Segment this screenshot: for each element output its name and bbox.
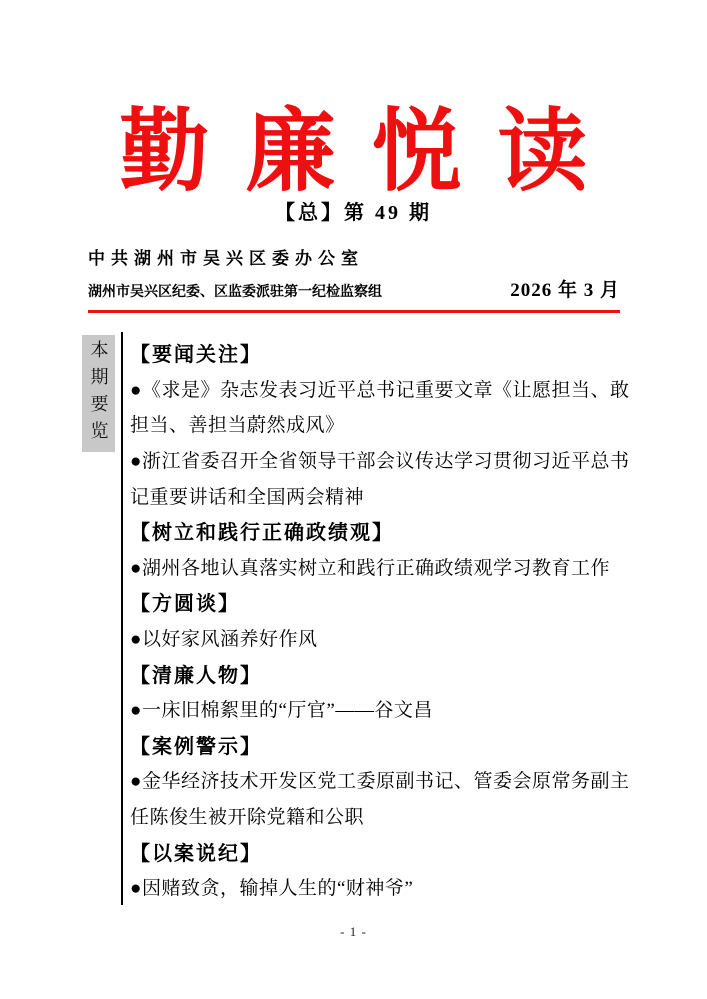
toc-heading: 【要闻关注】 bbox=[130, 344, 262, 367]
toc-continuation: 担当、善担当蔚然成风》 bbox=[130, 415, 345, 437]
toc-sidebar-label: 本期要览 bbox=[88, 339, 109, 448]
masthead-title: 勤廉悦读 bbox=[119, 103, 624, 202]
toc-item: ●湖州各地认真落实树立和践行正确政绩观学习教育工作 bbox=[130, 557, 610, 579]
issue-number: 【总】第 49 期 bbox=[275, 202, 432, 224]
toc-item: ●浙江省委召开全省领导干部会议传达学习贯彻习近平总书 bbox=[130, 451, 630, 473]
toc-heading: 【以案说纪】 bbox=[130, 842, 262, 865]
toc-item: ●一床旧棉絮里的“厅官”——谷文昌 bbox=[130, 700, 433, 722]
toc-item: ●以好家风涵养好作风 bbox=[130, 629, 318, 651]
toc-heading: 【清廉人物】 bbox=[130, 664, 262, 687]
toc-continuation: 记重要讲话和全国两会精神 bbox=[130, 486, 365, 508]
toc-heading: 【方圆谈】 bbox=[130, 593, 240, 616]
toc-item: ●因赌致贪，输掉人生的“财神爷” bbox=[130, 878, 414, 900]
toc-continuation: 任陈俊生被开除党籍和公职 bbox=[130, 807, 365, 829]
issue-date: 2026 年 3 月 bbox=[510, 280, 620, 301]
toc-heading: 【案例警示】 bbox=[130, 735, 262, 758]
toc-heading: 【树立和践行正确政绩观】 bbox=[130, 522, 394, 545]
page-number: - 1 - bbox=[340, 924, 367, 939]
toc-list bbox=[130, 335, 630, 905]
publisher-row2 bbox=[88, 275, 620, 302]
publisher-header bbox=[88, 244, 620, 313]
toc-item: ●金华经济技术开发区党工委原副书记、管委会原常务副主 bbox=[130, 771, 630, 793]
publisher-org-line2: 湖州市吴兴区纪委、区监委派驻第一纪检监察组 bbox=[88, 283, 382, 299]
toc-sidebar-box bbox=[82, 335, 115, 452]
toc-item: ●《求是》杂志发表习近平总书记重要文章《让愿担当、敢 bbox=[130, 379, 630, 401]
publisher-org-line1: 中共湖州市吴兴区委办公室 bbox=[88, 249, 364, 268]
toc-divider-line bbox=[121, 332, 123, 905]
